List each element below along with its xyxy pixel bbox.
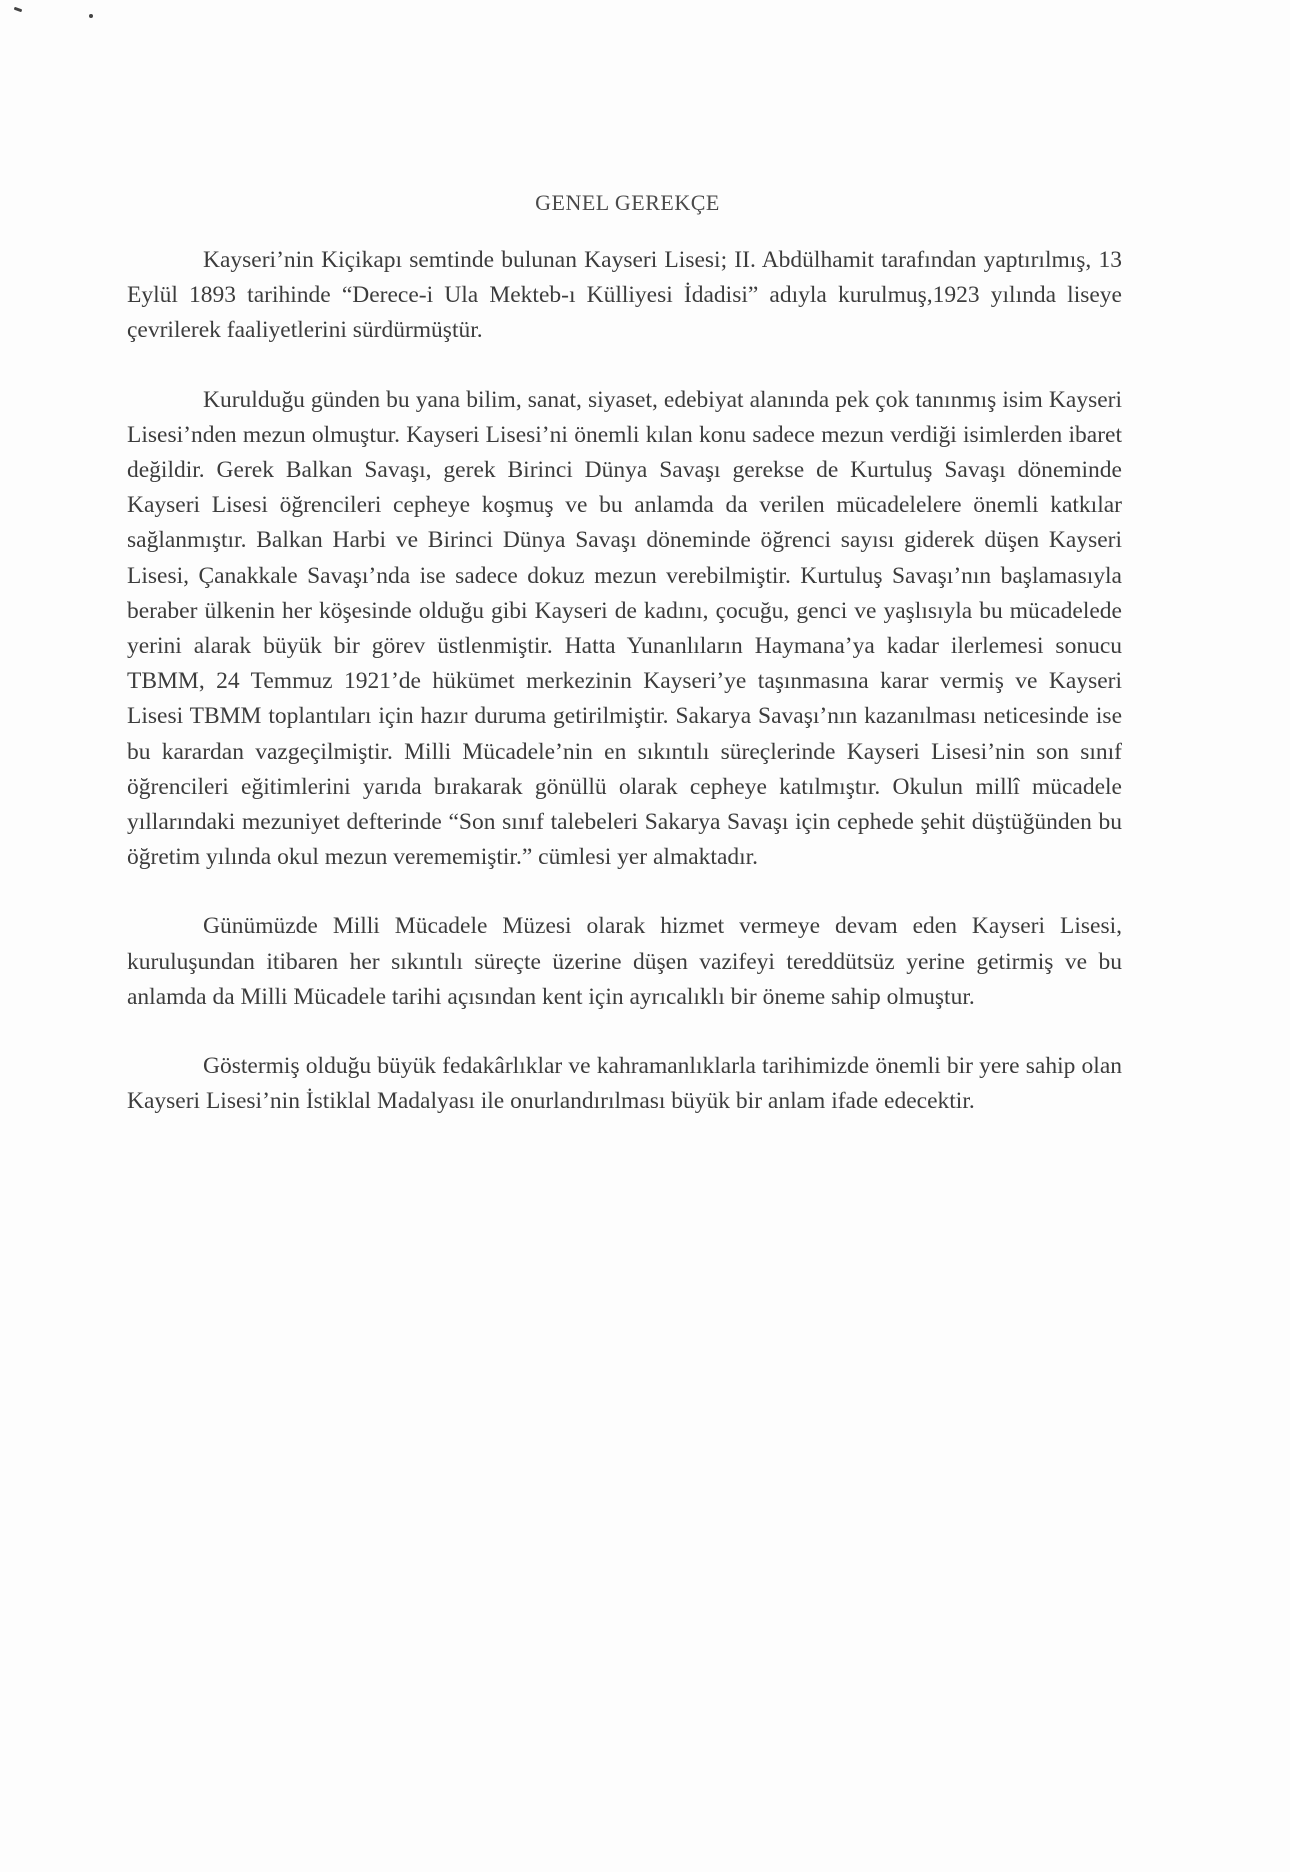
paragraph-1: Kayseri’nin Kiçikapı semtinde bulunan Kayseri Lisesi; II. Abdülhamit tarafından yaptırılmış, 13 Eylül 1893 tarihinde “Derece-i Ula Mekteb-ı Külliyesi İdadisi” adıyla kurulmuş,1923 yılında liseye çevrilerek faaliyetlerini sürdürmüştür.: [127, 247, 1122, 344]
document-body: [127, 243, 1122, 1153]
paragraph-4: Göstermiş olduğu büyük fedakârlıklar ve kahramanlıklarla tarihimizde önemli bir yere sahip olan Kayseri Lisesi’nin İstiklal Madalyası ile onurlandırılması büyük bir anlam ifade edecektir.: [127, 1053, 1122, 1115]
scan-mark: [14, 7, 23, 13]
scan-mark: [89, 14, 93, 18]
document-title: GENEL GEREKÇE: [535, 190, 720, 215]
paragraph-2: Kurulduğu günden bu yana bilim, sanat, siyaset, edebiyat alanında pek çok tanınmış isim Kayseri Lisesi’nden mezun olmuştur. Kayseri Lisesi’ni önemli kılan konu sadece mezun verdiği isimlerden ibaret değildir. Gerek Balkan Savaşı, gerek Birinci Dünya Savaşı gerekse de Kurtuluş Savaşı döneminde Kayseri Lisesi öğrencileri cepheye koşmuş ve bu anlamda da verilen mücadelelere önemli katkılar sağlanmıştır. Balkan Harbi ve Birinci Dünya Savaşı döneminde öğrenci sayısı giderek düşen Kayseri Lisesi, Çanakkale Savaşı’nda ise sadece dokuz mezun verebilmiştir. Kurtuluş Savaşı’nın başlamasıyla beraber ülkenin her köşesinde olduğu gibi Kayseri de kadını, çocuğu, genci ve yaşlısıyla bu mücadelede yerini alarak büyük bir görev üstlenmiştir. Hatta Yunanlıların Haymana’ya kadar ilerlemesi sonucu TBMM, 24 Temmuz 1921’de hükümet merkezinin Kayseri’ye taşınmasına karar vermiş ve Kayseri Lisesi TBMM toplantıları için hazır duruma getirilmiştir. Sakarya Savaşı’nın kazanılması neticesinde ise bu karardan vazgeçilmiştir. Milli Mücadele’nin en sıkıntılı süreçlerinde Kayseri Lisesi’nin son sınıf öğrencileri eğitimlerini yarıda bırakarak gönüllü olarak cepheye katılmıştır. Okulun millî mücadele yıllarındaki mezuniyet defterinde “Son sınıf talebeleri Sakarya Savaşı için cephede şehit düştüğünden bu öğretim yılında okul mezun verememiştir.” cümlesi yer almaktadır.: [127, 386, 1122, 871]
paragraph-3: Günümüzde Milli Mücadele Müzesi olarak hizmet vermeye devam eden Kayseri Lisesi, kuruluşundan itibaren her sıkıntılı süreçte üzerine düşen vazifeyi tereddütsüz yerine getirmiş ve bu anlamda da Milli Mücadele tarihi açısından kent için ayrıcalıklı bir öneme sahip olmuştur.: [127, 913, 1122, 1010]
